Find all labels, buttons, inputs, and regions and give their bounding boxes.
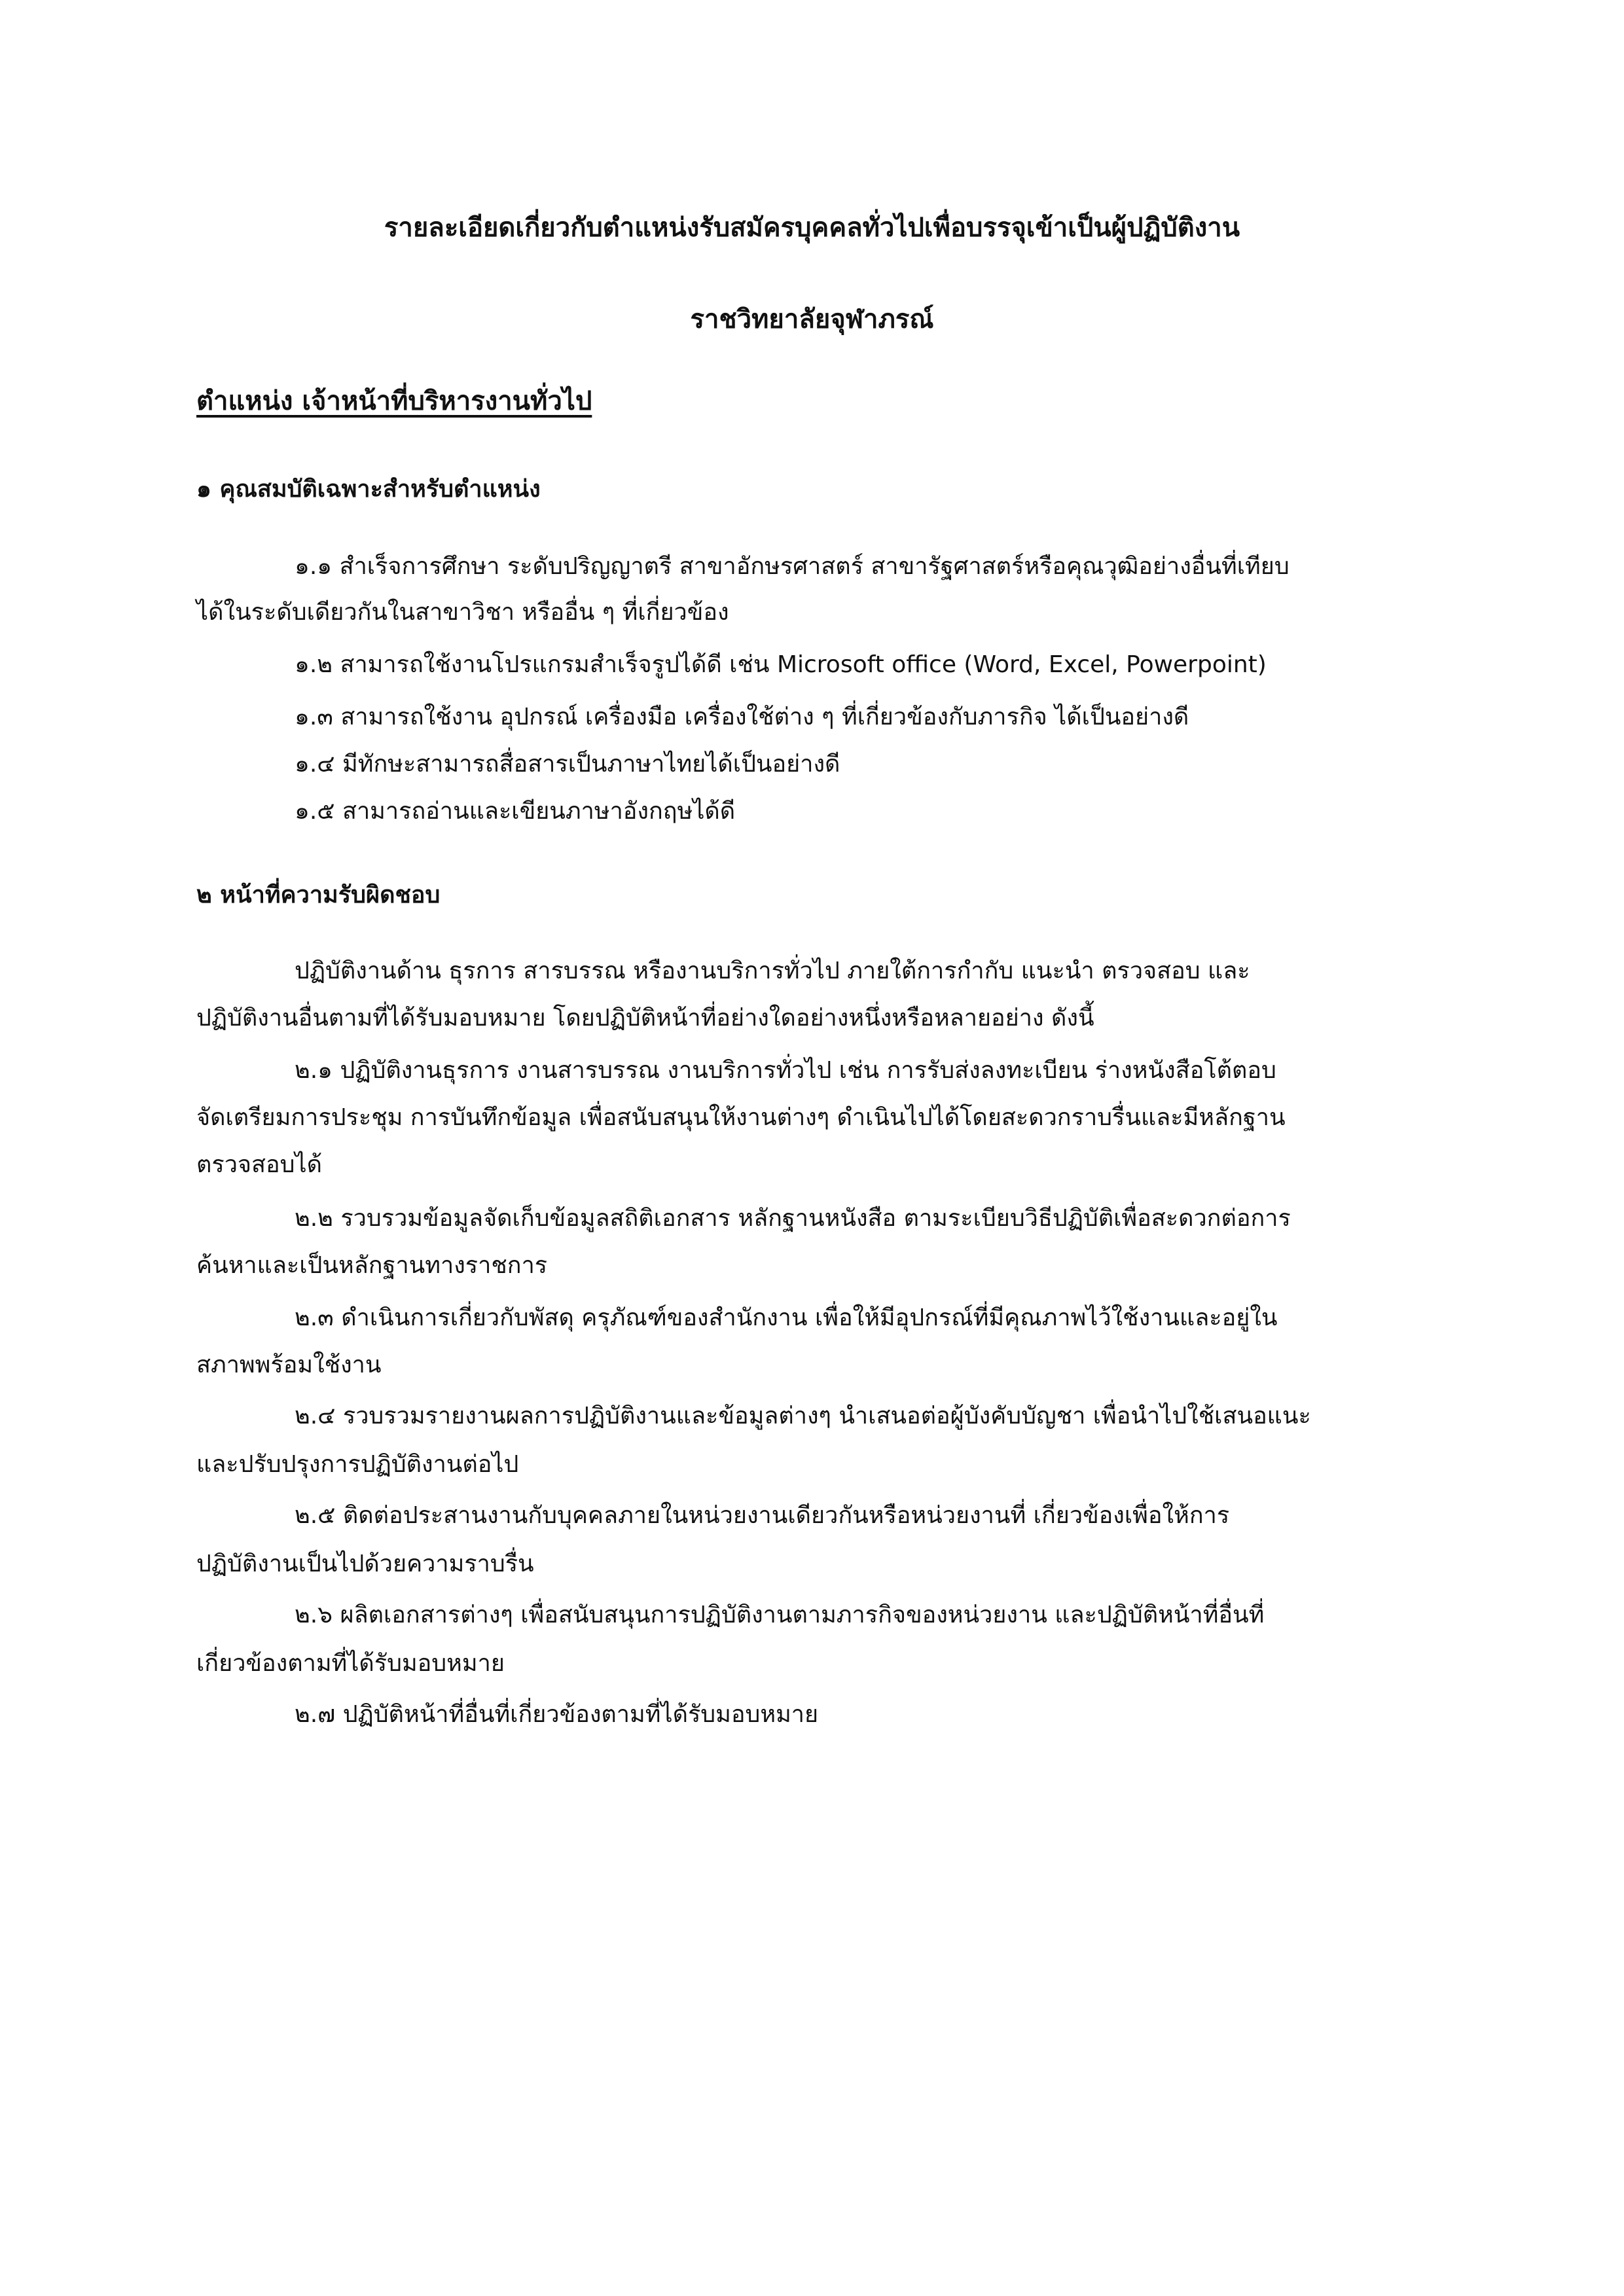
qualification-item-1: ๑.๑ สำเร็จการศึกษา ระดับปริญญาตรี สาขาอักษรศาสตร์ สาขารัฐศาสตร์หรือคุณวุฒิอย่างอื่นที่เทียบ bbox=[295, 553, 1290, 580]
duties-intro: ปฏิบัติงานด้าน ธุรการ สารบรรณ หรืองานบริการทั่วไป ภายใต้การกำกับ แนะนำ ตรวจสอบ และ bbox=[295, 958, 1250, 984]
qualification-item-3: ๑.๓ สามารถใช้งาน อุปกรณ์ เครื่องมือ เครื่องใช้ต่าง ๆ ที่เกี่ยวข้องกับภารกิจ ได้เป็นอย่างดี bbox=[295, 704, 1189, 730]
duty-item-1-cont: จัดเตรียมการประชุม การบันทึกข้อมูล เพื่อสนับสนุนให้งานต่างๆ ดำเนินไปได้โดยสะดวกราบรื่นและมีหลักฐาน bbox=[196, 1104, 1286, 1131]
qualification-item-5: ๑.๕ สามารถอ่านและเขียนภาษาอังกฤษได้ดี bbox=[295, 798, 736, 825]
organization-name: ราชวิทยาลัยจุฬาภรณ์ bbox=[690, 304, 934, 334]
duty-item-1: ๒.๑ ปฏิบัติงานธุรการ งานสารบรรณ งานบริการทั่วไป เช่น การรับส่งลงทะเบียน ร่างหนังสือโต้ตอบ bbox=[295, 1057, 1276, 1084]
duty-item-1-cont: ตรวจสอบได้ bbox=[196, 1151, 322, 1178]
duty-item-7: ๒.๗ ปฏิบัติหน้าที่อื่นที่เกี่ยวข้องตามที่ได้รับมอบหมาย bbox=[295, 1701, 819, 1728]
duty-item-6: ๒.๖ ผลิตเอกสารต่างๆ เพื่อสนับสนุนการปฏิบัติงานตามภารกิจของหน่วยงาน และปฏิบัติหน้าที่อื่นที่ bbox=[295, 1602, 1265, 1628]
duty-item-2-cont: ค้นหาและเป็นหลักฐานทางราชการ bbox=[196, 1252, 548, 1279]
duty-item-4: ๒.๔ รวบรวมรายงานผลการปฏิบัติงานและข้อมูลต่างๆ นำเสนอต่อผู้บังคับบัญชา เพื่อนำไปใช้เสนอแนะ bbox=[295, 1403, 1311, 1429]
duties-intro-cont: ปฏิบัติงานอื่นตามที่ได้รับมอบหมาย โดยปฏิบัติหน้าที่อย่างใดอย่างหนึ่งหรือหลายอย่าง ดังนี้ bbox=[196, 1005, 1094, 1031]
duty-item-4-cont: และปรับปรุงการปฏิบัติงานต่อไป bbox=[196, 1451, 519, 1478]
document-title: รายละเอียดเกี่ยวกับตำแหน่งรับสมัครบุคคลทั่วไปเพื่อบรรจุเข้าเป็นผู้ปฏิบัติงาน bbox=[384, 213, 1240, 243]
duty-item-5-cont: ปฏิบัติงานเป็นไปด้วยความราบรื่น bbox=[196, 1551, 534, 1577]
position-heading: ตำแหน่ง เจ้าหน้าที่บริหารงานทั่วไป bbox=[196, 386, 592, 416]
duty-item-3-cont: สภาพพร้อมใช้งาน bbox=[196, 1352, 382, 1378]
qualification-item-2: ๑.๒ สามารถใช้งานโปรแกรมสำเร็จรูปได้ดี เช่น Microsoft office (Word, Excel, Powerpoint) bbox=[295, 651, 1267, 678]
qualification-item-4: ๑.๔ มีทักษะสามารถสื่อสารเป็นภาษาไทยได้เป็นอย่างดี bbox=[295, 751, 840, 778]
duty-item-6-cont: เกี่ยวข้องตามที่ได้รับมอบหมาย bbox=[196, 1650, 505, 1677]
qualification-item-1-cont: ได้ในระดับเดียวกันในสาขาวิชา หรืออื่น ๆ ที่เกี่ยวข้อง bbox=[196, 599, 729, 626]
duty-item-3: ๒.๓ ดำเนินการเกี่ยวกับพัสดุ ครุภัณฑ์ของสำนักงาน เพื่อให้มีอุปกรณ์ที่มีคุณภาพไว้ใช้งานและอยู่ใน bbox=[295, 1304, 1278, 1331]
duty-item-2: ๒.๒ รวบรวมข้อมูลจัดเก็บข้อมูลสถิติเอกสาร หลักฐานหนังสือ ตามระเบียบวิธีปฏิบัติเพื่อสะดวกต่อการ bbox=[295, 1205, 1291, 1232]
section-1-heading: ๑ คุณสมบัติเฉพาะสำหรับตำแหน่ง bbox=[196, 476, 541, 503]
duty-item-5: ๒.๕ ติดต่อประสานงานกับบุคคลภายในหน่วยงานเดียวกันหรือหน่วยงานที่ เกี่ยวข้องเพื่อให้การ bbox=[295, 1502, 1230, 1529]
section-2-heading: ๒ หน้าที่ความรับผิดชอบ bbox=[196, 882, 441, 908]
